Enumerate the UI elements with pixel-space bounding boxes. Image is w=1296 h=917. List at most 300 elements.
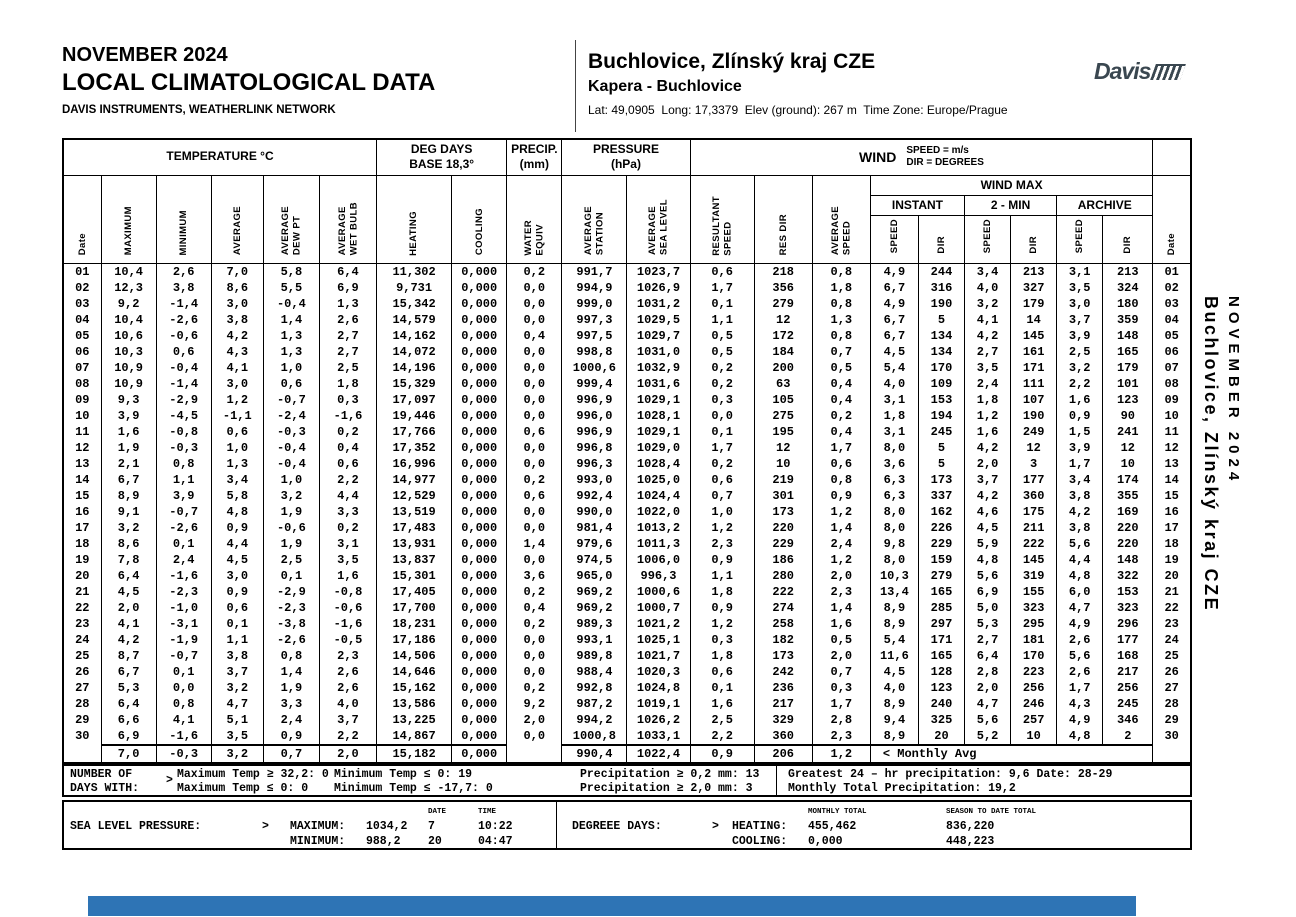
data-cell: 241 [1103,424,1153,440]
data-cell: 111 [1011,376,1057,392]
data-cell: 105 [754,392,812,408]
data-cell: 1,8 [812,280,870,296]
data-cell: 245 [1103,696,1153,712]
data-cell: -0,8 [156,424,211,440]
data-cell: 14,506 [377,648,452,664]
data-cell: 4,4 [319,488,376,504]
data-cell: 8,0 [870,552,918,568]
data-cell: 0,000 [452,280,507,296]
data-cell: 0,2 [812,408,870,424]
data-cell: 22 [63,600,101,616]
avg-cooling: 0,000 [452,745,507,763]
data-cell: 6,4 [101,568,156,584]
monthly-avg-body [63,745,1191,763]
data-cell: 0,8 [812,472,870,488]
data-cell: 1,3 [263,344,319,360]
data-cell: 148 [1103,328,1153,344]
data-cell: 5,5 [263,280,319,296]
data-cell: 04 [1153,312,1191,328]
data-cell: 30 [1153,728,1191,745]
data-cell: 997,3 [562,312,627,328]
data-cell: 0,0 [507,392,562,408]
data-cell: 0,000 [452,424,507,440]
avg-average: 3,2 [211,745,263,763]
data-cell: 1026,9 [627,280,690,296]
data-cell: 145 [1011,328,1057,344]
avg-wet-bulb: 2,0 [319,745,376,763]
data-cell: 2,5 [1057,344,1103,360]
data-cell: 128 [918,664,964,680]
data-cell: 996,9 [562,392,627,408]
data-cell: 0,0 [507,520,562,536]
data-cell: 19,446 [377,408,452,424]
data-cell: 6,0 [1057,584,1103,600]
data-cell: 4,2 [965,328,1011,344]
data-cell: 1,2 [812,504,870,520]
data-cell: 0,0 [507,632,562,648]
data-cell: 4,2 [1057,504,1103,520]
data-cell: 999,4 [562,376,627,392]
data-cell: 0,3 [812,680,870,696]
data-cell: 1000,6 [562,360,627,376]
data-cell: 0,000 [452,312,507,328]
data-cell: 319 [1011,568,1057,584]
data-cell: 0,0 [507,456,562,472]
data-cell: 10 [1103,456,1153,472]
data-cell: 07 [63,360,101,376]
data-cell: 989,8 [562,648,627,664]
data-cell: 12 [1153,440,1191,456]
data-cell: 0,4 [812,424,870,440]
table-row [63,296,1191,312]
data-cell: 0,2 [507,616,562,632]
data-cell: 301 [754,488,812,504]
data-cell: 4,2 [101,632,156,648]
data-cell: 15,162 [377,680,452,696]
data-cell: 6,3 [870,472,918,488]
data-cell: 6,7 [101,472,156,488]
pressure-degree-days-box [62,800,1192,850]
data-cell: 220 [1103,536,1153,552]
data-cell: 1031,6 [627,376,690,392]
sidebar-vertical-text [1200,296,1242,726]
data-cell: 1,3 [263,328,319,344]
data-cell: 4,8 [211,504,263,520]
data-cell: 28 [63,696,101,712]
data-cell: 213 [1103,263,1153,280]
data-cell: 1029,1 [627,392,690,408]
data-cell: -2,6 [156,520,211,536]
data-cell: 0,8 [812,296,870,312]
table-row [63,392,1191,408]
data-cell: 1033,1 [627,728,690,745]
data-cell: 3,1 [870,392,918,408]
data-cell: 177 [1011,472,1057,488]
data-cell: 4,4 [1057,552,1103,568]
data-cell: 0,000 [452,392,507,408]
data-cell: 10,6 [101,328,156,344]
data-cell: 0,2 [319,520,376,536]
data-cell: 0,6 [690,472,754,488]
data-cell: -0,7 [156,504,211,520]
table-row [63,263,1191,280]
data-cell: 06 [63,344,101,360]
data-cell: 1,6 [965,424,1011,440]
data-cell: 279 [754,296,812,312]
data-cell: 1,1 [690,312,754,328]
data-cell: 2,3 [812,584,870,600]
table-row [63,440,1191,456]
col-header-minimum: MINIMUM [156,175,211,263]
data-cell: 217 [754,696,812,712]
data-cell: 242 [754,664,812,680]
data-cell: 9,4 [870,712,918,728]
data-cell: 0,1 [690,424,754,440]
data-cell: 1,3 [812,312,870,328]
data-cell: 12 [754,440,812,456]
rotated-header-row [63,175,1191,195]
data-cell: 0,0 [507,440,562,456]
date-column-header: DATE [428,808,447,816]
data-cell: 998,8 [562,344,627,360]
wind-units [906,145,984,170]
data-cell: 18 [1153,536,1191,552]
col-header-2min-speed: SPEED [965,215,1011,263]
data-cell: 0,8 [156,456,211,472]
data-cell: -0,7 [156,648,211,664]
data-cell: -0,3 [156,440,211,456]
data-cell: 14,162 [377,328,452,344]
station-meta: Lat: 49,0905 Long: 17,3379 Elev (ground): 267 m Time Zone: Europe/Prague [588,103,1008,117]
pressure-line2: (hPa) [610,157,641,172]
data-cell: 999,0 [562,296,627,312]
data-cell: 5 [918,440,964,456]
data-cell: 0,000 [452,328,507,344]
data-cell: 169 [1103,504,1153,520]
data-cell: -2,6 [156,312,211,328]
data-cell: 3,8 [211,312,263,328]
data-cell: 989,3 [562,616,627,632]
data-cell: 3,9 [101,408,156,424]
data-cell: 3,2 [965,296,1011,312]
data-cell: 3,1 [1057,263,1103,280]
data-cell: 323 [1011,600,1057,616]
data-cell: 1,2 [211,392,263,408]
data-cell: 10 [63,408,101,424]
data-cell: 219 [754,472,812,488]
data-cell: 1000,7 [627,600,690,616]
data-cell: 2,0 [101,600,156,616]
data-cell: 05 [1153,328,1191,344]
data-cell: 6,7 [870,280,918,296]
data-cell: 245 [918,424,964,440]
data-cell: 0,0 [507,504,562,520]
table-row [63,728,1191,745]
data-cell: 0,6 [812,456,870,472]
data-cell: 4,9 [870,263,918,280]
monthly-avg-label: < Monthly Avg [870,745,1152,763]
data-cell: 184 [754,344,812,360]
col-header-maximum: MAXIMUM [101,175,156,263]
data-cell: 1028,1 [627,408,690,424]
data-cell: 360 [1011,488,1057,504]
data-cell: 6,4 [965,648,1011,664]
data-cell: 0,2 [507,584,562,600]
data-cell: 19 [63,552,101,568]
table-row [63,504,1191,520]
data-cell: 0,1 [690,296,754,312]
data-cell: 3,6 [870,456,918,472]
data-cell: 2,2 [1057,376,1103,392]
data-cell: 8,0 [870,504,918,520]
data-cell: 14,072 [377,344,452,360]
data-cell: -2,3 [156,584,211,600]
data-cell: 4,7 [1057,600,1103,616]
data-cell: 1,9 [263,504,319,520]
data-cell: 6,7 [870,328,918,344]
data-cell: 165 [918,584,964,600]
data-cell: 14,867 [377,728,452,745]
data-cell: 322 [1103,568,1153,584]
data-cell: 24 [1153,632,1191,648]
data-cell: 4,0 [965,280,1011,296]
data-cell: 1000,8 [562,728,627,745]
data-cell: 2,4 [156,552,211,568]
data-cell: 327 [1011,280,1057,296]
data-cell: 0,1 [263,568,319,584]
table-row [63,408,1191,424]
data-cell: 0,000 [452,568,507,584]
station-name: Buchlovice, Zlínský kraj CZE [588,50,876,73]
data-cell: 6,9 [319,280,376,296]
data-cell: -0,4 [156,360,211,376]
data-cell: 0,8 [263,648,319,664]
data-cell: 11 [1153,424,1191,440]
avg-resultant-speed: 0,9 [690,745,754,763]
data-cell: 9,3 [101,392,156,408]
degree-days-label: DEGREEE DAYS: [572,820,662,833]
data-cell: 10,4 [101,263,156,280]
daily-data-body [63,263,1191,745]
station-subtitle: Kapera - Buchlovice [588,78,742,95]
data-cell: 355 [1103,488,1153,504]
data-cell: 8,6 [211,280,263,296]
data-cell: 03 [1153,296,1191,312]
data-cell: 173 [754,504,812,520]
data-cell: 4,8 [1057,568,1103,584]
data-cell: 0,000 [452,344,507,360]
days-with-arrow: > [166,774,173,787]
data-cell: 10 [1011,728,1057,745]
data-cell: 1,9 [263,536,319,552]
precip-line1: PRECIP. [511,141,558,156]
avg-res-dir: 206 [754,745,812,763]
precip-group-header [507,139,562,175]
data-cell: 9,8 [870,536,918,552]
data-cell: 3,8 [211,648,263,664]
data-cell: 9,2 [507,696,562,712]
col-header-instant-speed: SPEED [870,215,918,263]
report-header-left [62,44,435,116]
data-cell: 213 [1011,263,1057,280]
data-cell: 2,6 [319,680,376,696]
data-cell: 15,301 [377,568,452,584]
data-cell: 4,5 [870,344,918,360]
data-cell: 0,6 [156,344,211,360]
data-cell: 8,9 [870,696,918,712]
data-cell: 0,7 [690,488,754,504]
data-cell: 0,000 [452,600,507,616]
data-cell: 16,996 [377,456,452,472]
data-cell: -1,4 [156,296,211,312]
data-cell: 0,5 [812,632,870,648]
data-cell: 1023,7 [627,263,690,280]
data-cell: 1,6 [101,424,156,440]
data-cell: 359 [1103,312,1153,328]
data-cell: 0,2 [690,376,754,392]
data-cell: 5 [918,312,964,328]
data-cell: 275 [754,408,812,424]
sea-level-pressure-values [290,804,542,849]
data-cell: -0,6 [263,520,319,536]
data-cell: 1,3 [211,456,263,472]
data-cell: 28 [1153,696,1191,712]
heating-season-total: 836,220 [946,820,995,833]
data-cell: 229 [918,536,964,552]
data-cell: 0,8 [156,696,211,712]
table-row [63,632,1191,648]
data-cell: 14 [63,472,101,488]
wind-units-line1: SPEED = m/s [906,144,969,156]
data-cell: 4,2 [965,440,1011,456]
data-cell: 325 [918,712,964,728]
data-cell: -0,4 [263,440,319,456]
data-cell: 0,000 [452,632,507,648]
data-cell: 316 [918,280,964,296]
data-cell: 1031,0 [627,344,690,360]
data-cell: 0,000 [452,536,507,552]
data-cell: 2,7 [965,344,1011,360]
data-cell: 17,186 [377,632,452,648]
data-cell: 0,000 [452,488,507,504]
data-cell: 13 [1153,456,1191,472]
data-cell: 3,6 [507,568,562,584]
data-cell: 256 [1011,680,1057,696]
days-with-label: NUMBER OF DAYS WITH: [70,768,140,795]
data-cell: 258 [754,616,812,632]
pressure-box-divider [556,802,557,848]
col-header-2min-dir: DIR [1011,215,1057,263]
data-cell: -0,4 [263,296,319,312]
data-cell: 5,6 [965,712,1011,728]
data-cell: 236 [754,680,812,696]
data-cell: 1,8 [690,648,754,664]
data-cell: 3,2 [263,488,319,504]
data-cell: 8,7 [101,648,156,664]
data-cell: 15,329 [377,376,452,392]
data-cell: 222 [754,584,812,600]
data-cell: 0,2 [319,424,376,440]
data-cell: 0,4 [812,376,870,392]
data-cell: 0,4 [812,392,870,408]
deg-days-group-header [377,139,507,175]
data-cell: 257 [1011,712,1057,728]
data-cell: 5,6 [965,568,1011,584]
data-cell: 2,4 [965,376,1011,392]
data-cell: 1,0 [690,504,754,520]
data-cell: 0,6 [507,488,562,504]
pressure-max-value: 1034,2 [366,820,408,833]
sidebar-station: Buchlovice, Zlínský kraj CZE [1201,296,1221,613]
data-cell: 240 [918,696,964,712]
sea-level-pressure-label: SEA LEVEL PRESSURE: [70,820,202,833]
data-cell: 195 [754,424,812,440]
data-cell: 14,196 [377,360,452,376]
table-row [63,616,1191,632]
data-cell: 173 [918,472,964,488]
data-cell: 11 [63,424,101,440]
data-cell: 2,3 [812,728,870,745]
data-cell: 8,0 [870,520,918,536]
data-cell: 3 [1011,456,1057,472]
data-cell: 4,0 [319,696,376,712]
data-cell: 09 [1153,392,1191,408]
data-cell: 0,000 [452,504,507,520]
pressure-max-date: 7 [428,820,435,833]
data-cell: 991,7 [562,263,627,280]
data-cell: 179 [1011,296,1057,312]
data-cell: 109 [918,376,964,392]
data-cell: 23 [1153,616,1191,632]
data-cell: 63 [754,376,812,392]
data-cell: 5,9 [965,536,1011,552]
col-header-res-dir: RES DIR [754,175,812,263]
data-cell: 15 [63,488,101,504]
data-cell: -0,4 [263,456,319,472]
data-cell: 0,4 [319,440,376,456]
data-cell: 2,3 [319,648,376,664]
data-cell: 4,6 [965,504,1011,520]
cooling-monthly-total: 0,000 [808,835,843,848]
data-cell: 3,4 [211,472,263,488]
data-cell: 07 [1153,360,1191,376]
data-cell: -2,9 [263,584,319,600]
data-cell: 159 [918,552,964,568]
season-total-header: SEASON TO DATE TOTAL [946,808,1037,816]
data-cell: 337 [918,488,964,504]
data-cell: 1011,3 [627,536,690,552]
data-cell: 4,1 [211,360,263,376]
data-cell: 1,6 [690,696,754,712]
table-row [63,328,1191,344]
table-row [63,424,1191,440]
data-cell: 969,2 [562,584,627,600]
avg-water-equiv [507,745,562,763]
data-cell: 2,1 [101,456,156,472]
avg-heating: 15,182 [377,745,452,763]
data-cell: 145 [1011,552,1057,568]
wind-max-header: WIND MAX [870,175,1152,195]
data-cell: 4,1 [101,616,156,632]
data-cell: 0,2 [507,680,562,696]
data-cell: 0,000 [452,360,507,376]
data-cell: 175 [1011,504,1057,520]
data-cell: 996,3 [562,456,627,472]
data-cell: 0,9 [211,520,263,536]
data-cell: 0,000 [452,552,507,568]
data-cell: 246 [1011,696,1057,712]
data-cell: 990,0 [562,504,627,520]
